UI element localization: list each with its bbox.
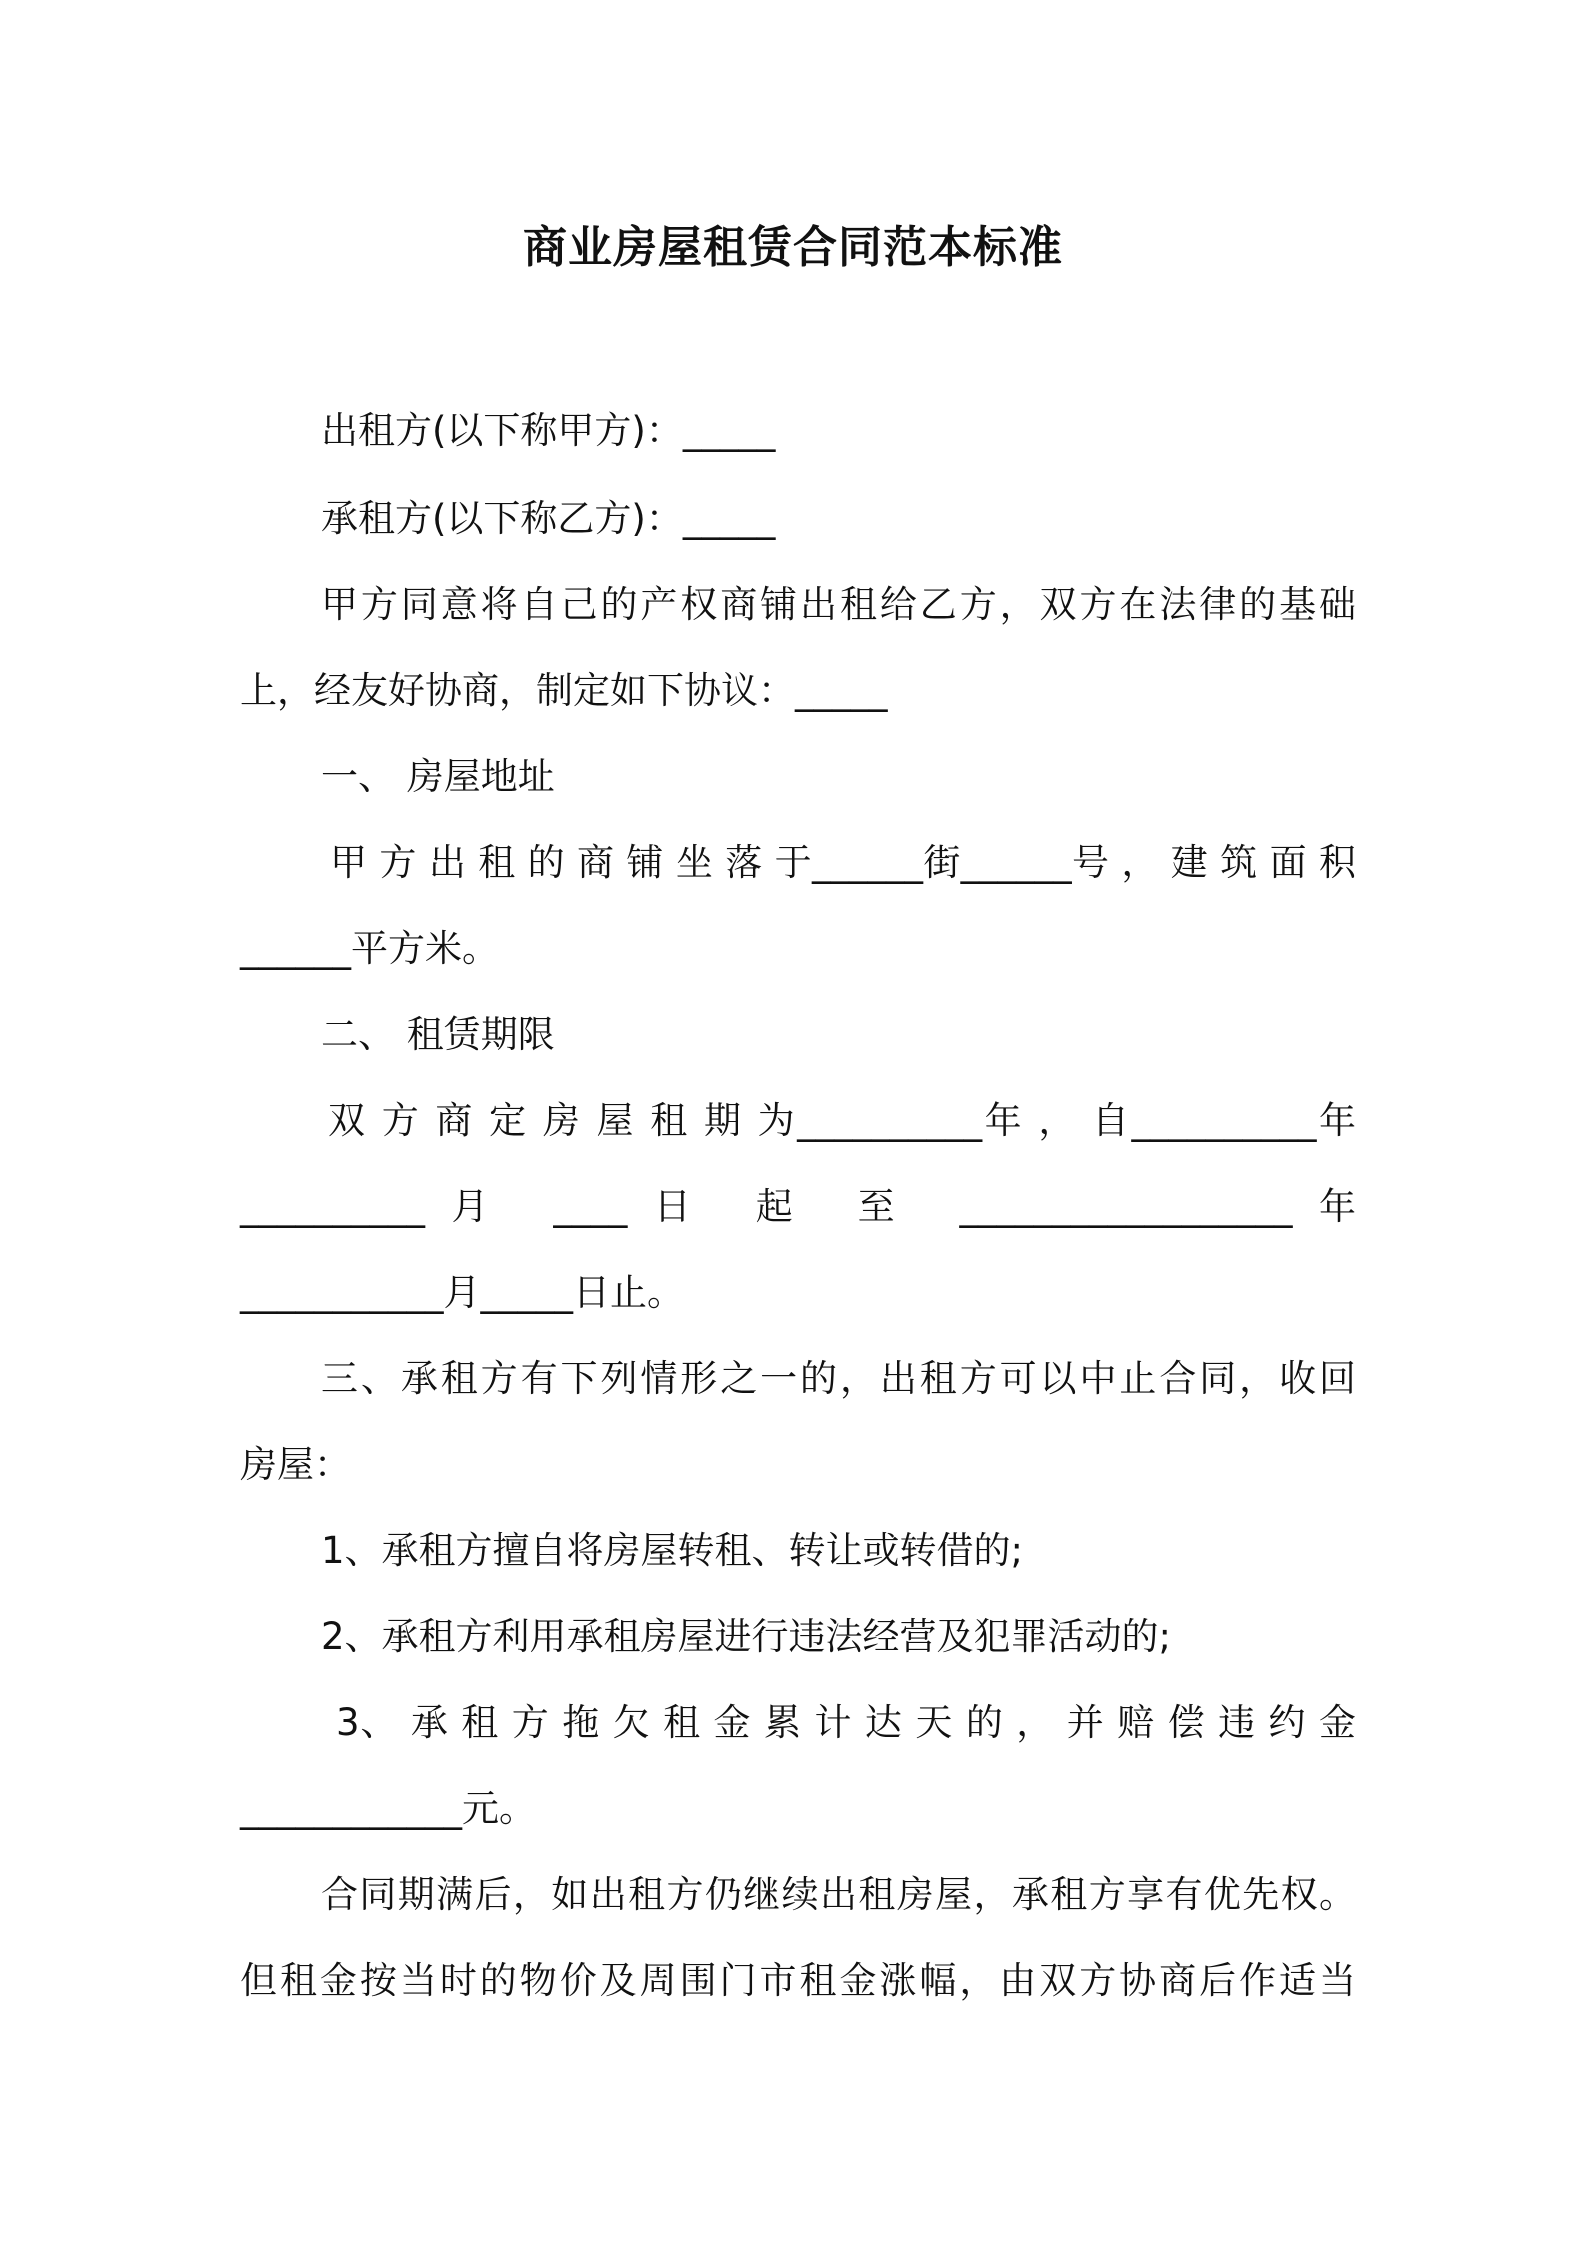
clause-3-line-1: 3、 承 租 方 拖 欠 租 金 累 计 达 天 的 ， 并 赔 偿 违 约 金 (336, 1701, 1356, 1744)
lessor-line: 出租方(以下称甲方)：_____ (321, 409, 776, 452)
renewal-line-1: 合同期满后，如出租方仍继续出租房屋，承租方享有优先权。 (321, 1873, 1356, 1916)
intro-line-1: 甲方同意将自己的产权商铺出租给乙方，双方在法律的基础 (321, 583, 1356, 626)
clause-2: 2、承租方利用承租房屋进行违法经营及犯罪活动的; (321, 1615, 1172, 1658)
clause-3-line-2: ____________元。 (240, 1787, 536, 1830)
document-title: 商业房屋租赁合同范本标准 (523, 222, 1063, 273)
address-line-1: 甲 方 出 租 的 商 铺 坐 落 于______街______号 ， 建 筑 面 积 (330, 841, 1356, 884)
address-line-2: ______平方米。 (240, 927, 499, 970)
lessee-line: 承租方(以下称乙方)：_____ (321, 497, 776, 540)
renewal-line-2: 但租金按当时的物价及周围门市租金涨幅，由双方协商后作适当 (240, 1959, 1356, 2002)
term-line-2: __________月 ____日 起 至 __________________年 (240, 1185, 1356, 1228)
term-line-3: ___________月_____日止。 (240, 1271, 684, 1314)
section-2-heading: 二、 租赁期限 (321, 1013, 555, 1056)
clause-1: 1、承租方擅自将房屋转租、转让或转借的; (321, 1529, 1024, 1572)
intro-line-2: 上，经友好协商，制定如下协议：_____ (240, 669, 888, 712)
section-3-line-2: 房屋： (240, 1443, 351, 1486)
section-1-heading: 一、 房屋地址 (321, 755, 555, 798)
section-3-line-1: 三、承租方有下列情形之一的，出租方可以中止合同，收回 (321, 1357, 1356, 1400)
term-line-1: 双 方 商 定 房 屋 租 期 为__________年 ， 自__________年 (328, 1099, 1356, 1142)
